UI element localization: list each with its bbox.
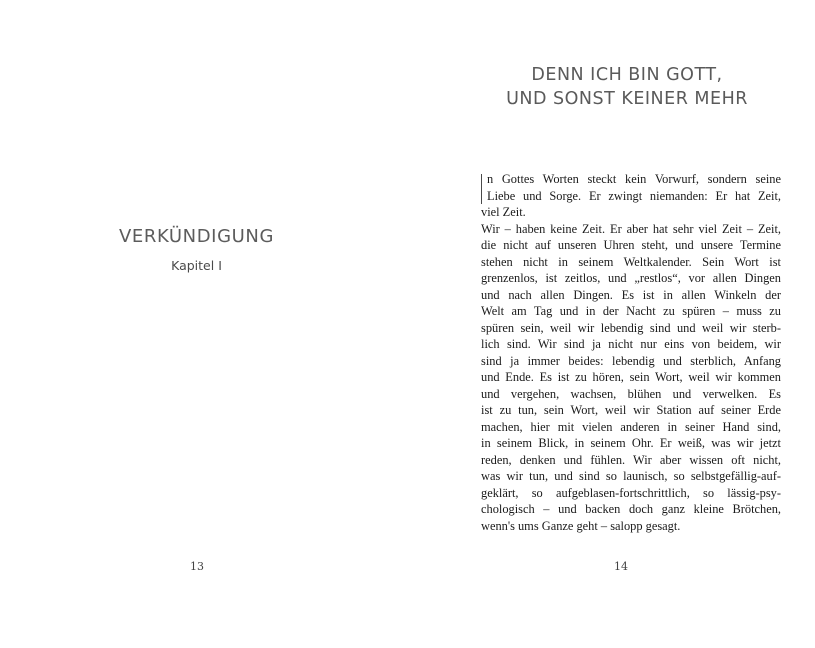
body-line: und Ende. Es ist zu hören, sein Wort, weil wir kommen	[481, 370, 781, 384]
chapter-title: VERKÜNDIGUNG	[118, 226, 275, 247]
body-line: viel Zeit.	[481, 205, 526, 219]
body-line: was wir tun, und sind so launisch, so selbstgefällig-auf-	[481, 469, 781, 483]
section-title	[487, 63, 767, 111]
section-title-line: DENN ICH BIN GOTT,	[531, 65, 723, 85]
body-line: Liebe und Sorge. Er zwingt niemanden: Er hat Zeit,	[487, 188, 781, 203]
body-line: und nach allen Dingen. Es ist in allen Winkeln der	[481, 287, 781, 302]
left-page	[0, 0, 407, 648]
body-line: die nicht auf unseren Uhren steht, und unsere Termine	[481, 238, 781, 252]
body-line: stehen nicht in seinem Weltkalender. Sein Wort ist	[481, 254, 781, 269]
body-line: sind ja immer beides: lebendig und sterblich, Anfang	[481, 353, 781, 368]
body-line: reden, denken und fühlen. Wir aber wissen oft nicht,	[481, 452, 781, 467]
body-line: Wir – haben keine Zeit. Er aber hat sehr viel Zeit – Zeit,	[481, 221, 781, 236]
first-paragraph-opening	[481, 171, 781, 204]
body-line: chologisch – und backen doch ganz kleine Brötchen,	[481, 502, 781, 516]
page-number-left: 13	[190, 560, 204, 573]
body-line: spüren sein, weil wir lebendig sind und weil wir sterb-	[481, 320, 781, 335]
body-line: grenzenlos, ist zeitlos, und „restlos“, vor allen Dingen	[481, 271, 781, 285]
initial-letter	[481, 174, 482, 204]
chapter-subtitle: Kapitel I	[171, 258, 222, 273]
body-line: und vergehen, wachsen, blühen und verwelken. Es	[481, 386, 781, 401]
body-line: machen, hier mit vielen anderen in seiner Hand sind,	[481, 419, 781, 434]
body-line: geklärt, so aufgeblasen-fortschrittlich, so lässig-psy-	[481, 485, 781, 500]
section-title-line: UND SONST KEINER MEHR	[506, 89, 748, 109]
page-number-right: 14	[614, 560, 628, 573]
body-line: n Gottes Worten steckt kein Vorwurf, sondern seine	[487, 172, 781, 186]
body-text	[481, 171, 781, 534]
body-line: wenn's ums Ganze geht – salopp gesagt.	[481, 518, 681, 533]
body-line: ist zu tun, sein Wort, weil wir Station auf seiner Erde	[481, 403, 781, 417]
body-line: in seinem Blick, in seinem Ohr. Er weiß, was wir jetzt	[481, 436, 781, 450]
body-line: lich sind. Wir sind ja nicht nur eins von beidem, wir	[481, 337, 781, 351]
right-page	[407, 0, 815, 648]
body-line: Welt am Tag und in der Nacht zu spüren – muss zu	[481, 304, 781, 318]
